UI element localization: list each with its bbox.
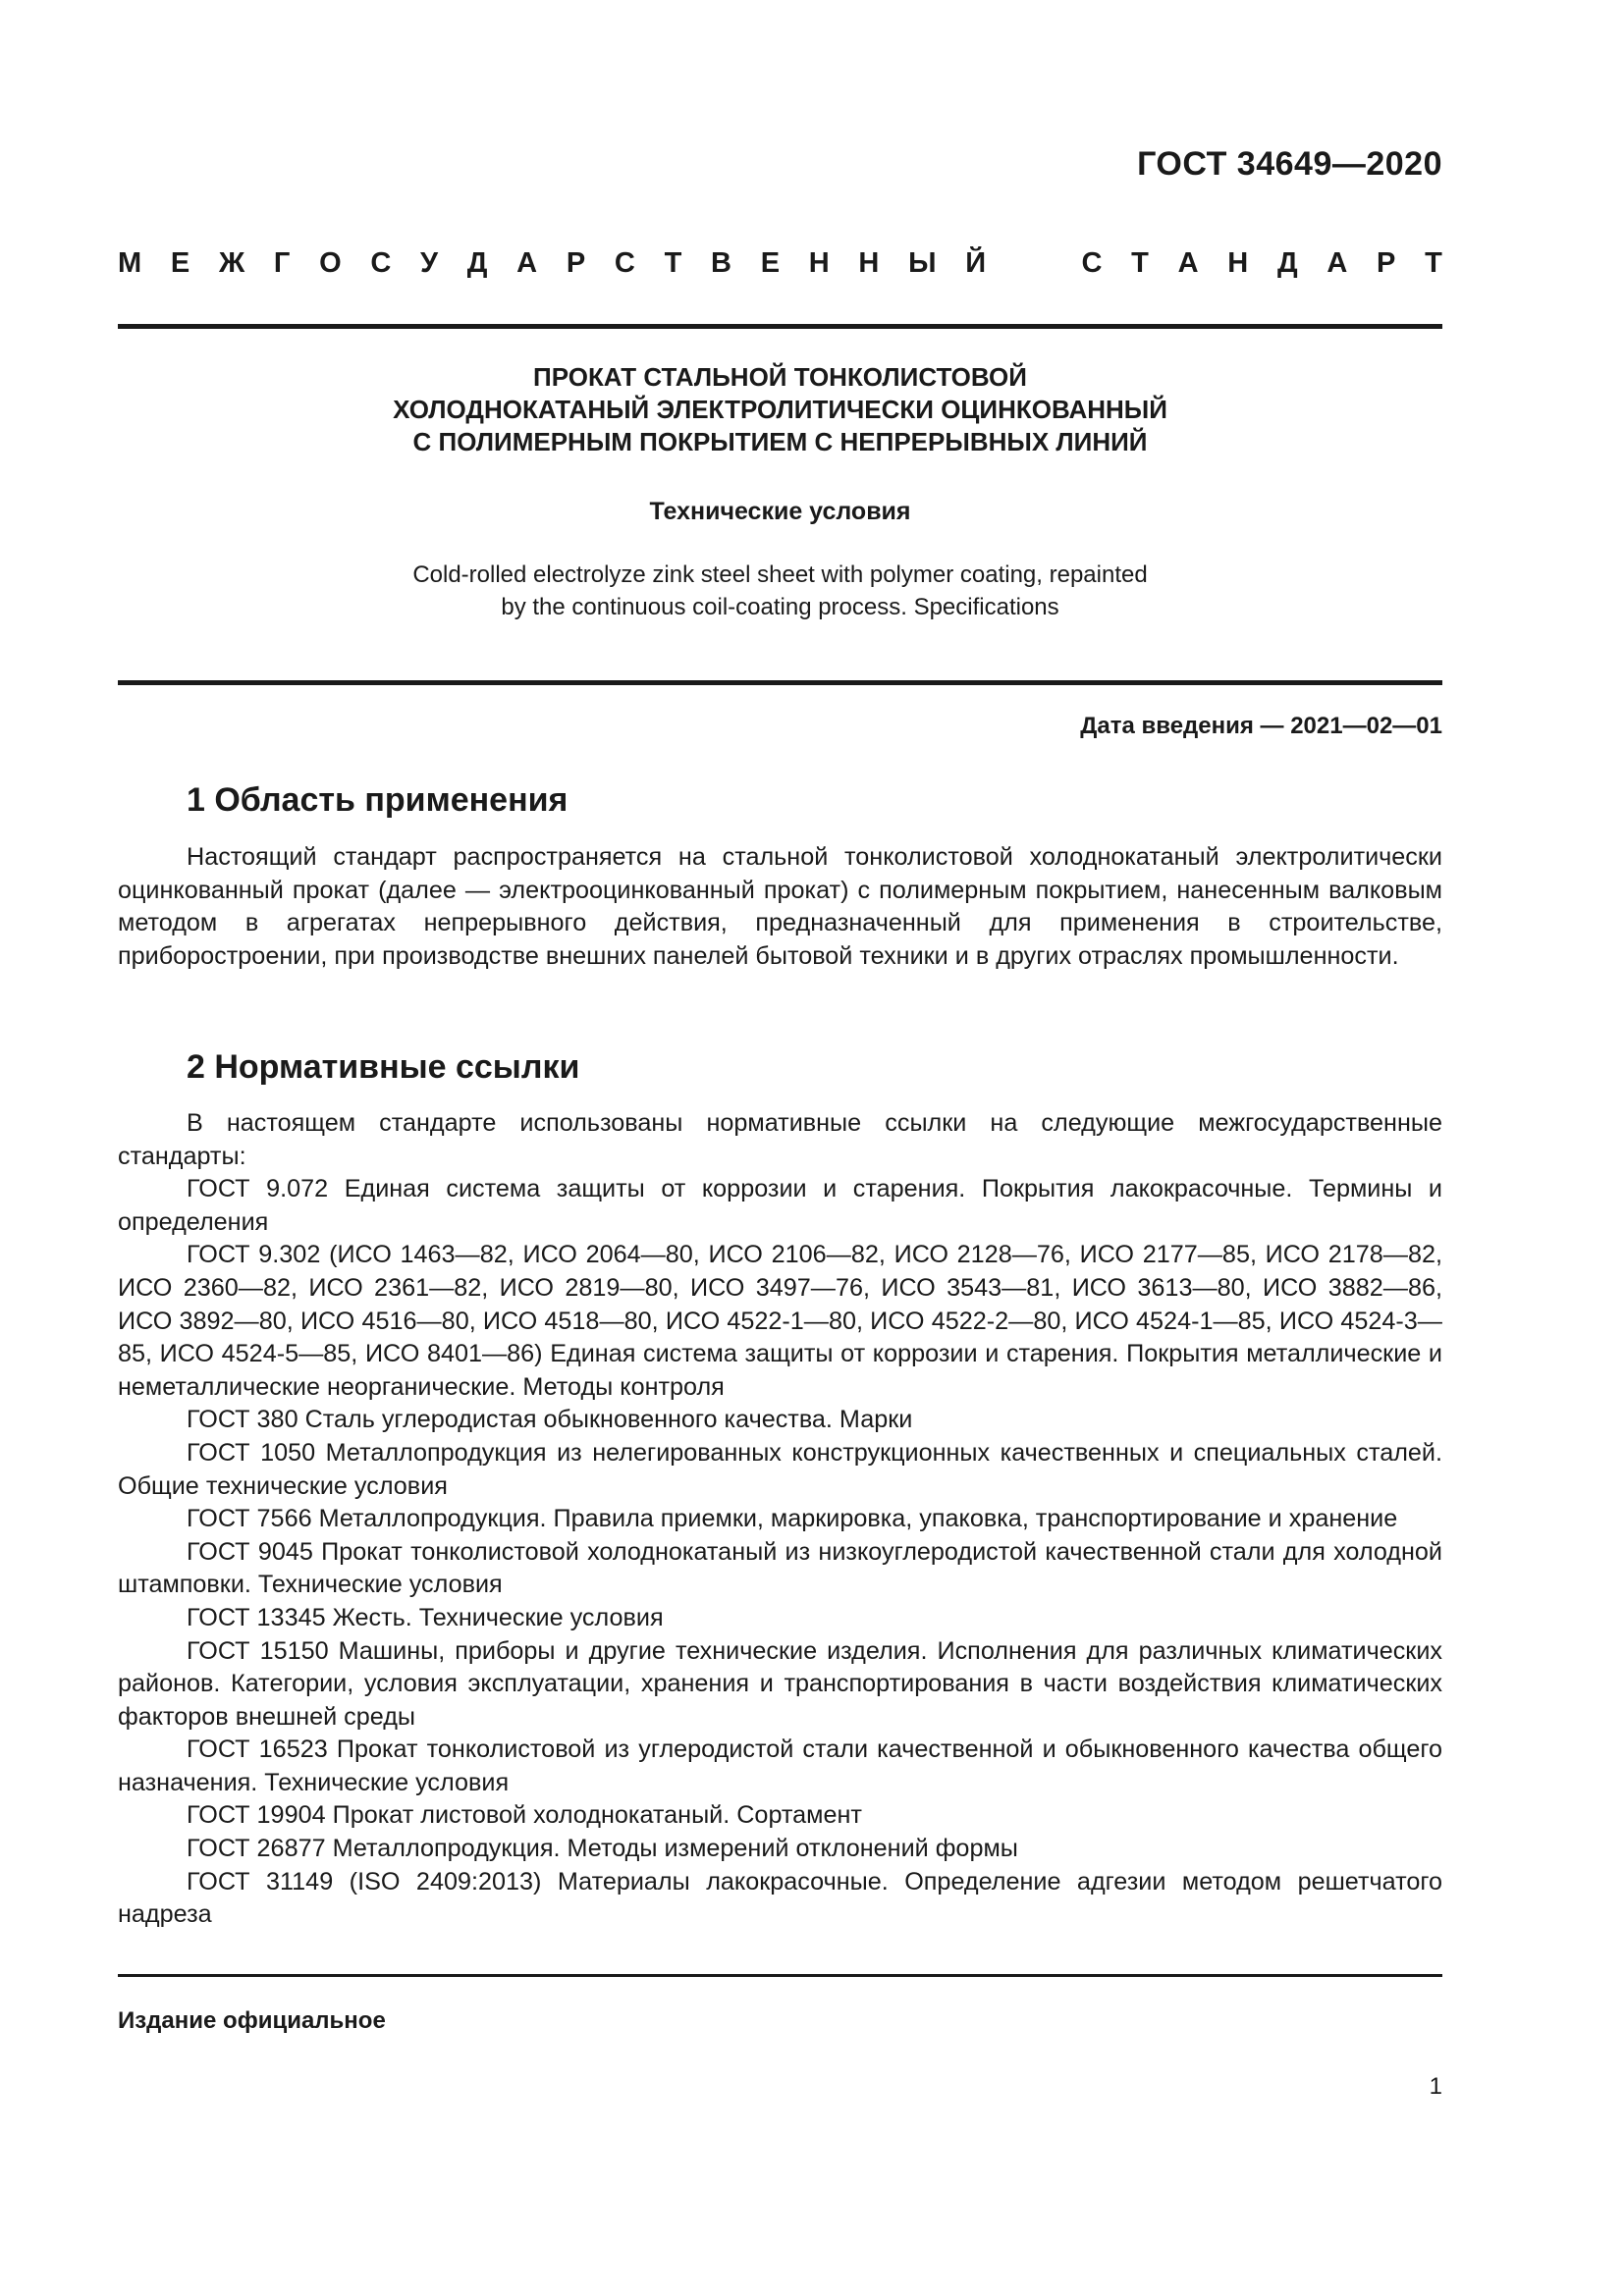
reference-item: ГОСТ 7566 Металлопродукция. Правила приемки, маркировка, упаковка, транспортирование и хранение [187,1505,1398,1533]
interstate-letter: А [516,247,538,279]
document-subtitle: Технические условия [649,498,911,525]
reference-item: ГОСТ 9.302 (ИСО 1463—82, ИСО 2064—80, ИСО 2106—82, ИСО 2128—76, ИСО 2177—85, ИСО 2178—82, ИСО 2360—82, ИСО 2361—82, ИСО 2819—80, ИСО 3497—76, ИСО 3543—81, ИСО 3613—80, ИСО 3882—86, ИСО 3892—80, ИСО 4516—80, ИСО 4518—80, ИСО 4522-1—80, ИСО 4522-2—80, ИСО 4524-1—85, ИСО 4524-3—85, ИСО 4524-5—85, ИСО 8401—86) Единая система защиты от коррозии и старения. Покрытия металлические и неметаллические неорганические. Методы контроля [118,1241,1442,1401]
interstate-letter: Н [808,247,830,279]
official-edition-label: Издание официальное [118,2007,386,2034]
interstate-letter: Р [1377,247,1396,279]
interstate-letter: Н [1227,247,1249,279]
reference-item: ГОСТ 16523 Прокат тонколистовой из углеродистой стали качественной и обыкновенного качества общего назначения. Технические условия [118,1735,1442,1796]
reference-item: ГОСТ 15150 Машины, приборы и другие технические изделия. Исполнения для различных климатических районов. Категории, условия эксплуатации, хранения и транспортирования в части воздействия климатических факторов внешней среды [118,1636,1442,1731]
reference-item: ГОСТ 1050 Металлопродукция из нелегированных конструкционных качественных и специальных сталей. Общие технические условия [118,1438,1442,1500]
reference-item: ГОСТ 380 Сталь углеродистая обыкновенного качества. Марки [187,1406,913,1434]
title-line: ХОЛОДНОКАТАНЫЙ ЭЛЕКТРОЛИТИЧЕСКИ ОЦИНКОВАННЫЙ [393,395,1167,424]
interstate-letter: В [711,247,731,279]
english-title-line: by the continuous coil-coating process. Specifications [501,594,1059,620]
interstate-letter: С [370,247,392,279]
title-divider [118,680,1442,685]
interstate-standard-heading [118,247,1442,280]
interstate-letter: Д [1276,247,1298,279]
footer-divider [118,1974,1442,1977]
interstate-letter: Ж [218,247,245,279]
section-2-body [118,1107,1442,1932]
english-title-line: Cold-rolled electrolyze zink steel sheet with polymer coating, repainted [412,561,1148,588]
paragraph: Настоящий стандарт распространяется на стальной тонколистовой холоднокатаный электролитически оцинкованный прокат (далее — электрооцинкованный прокат) с полимерным покрытием, нанесенным валковым методом в агрегатах непрерывного действия, предназначенный для применения в строительстве, приборостроении, при производстве внешних панелей бытовой техники и в других отраслях промышленности. [118,843,1442,970]
reference-item: ГОСТ 13345 Жесть. Технические условия [187,1603,664,1631]
interstate-letter: Т [1425,247,1442,279]
interstate-letter: А [1326,247,1348,279]
interstate-letter: Н [858,247,880,279]
interstate-letter: М [118,247,142,279]
reference-item: ГОСТ 31149 (ISO 2409:2013) Материалы лакокрасочные. Определение адгезии методом решетчатого надреза [118,1867,1442,1929]
document-title-block [118,361,1442,623]
interstate-letter: Т [1131,247,1149,279]
interstate-letter: Е [170,247,190,279]
reference-item: ГОСТ 26877 Металлопродукция. Методы измерений отклонений формы [187,1835,1018,1863]
section-2-heading: 2 Нормативные ссылки [187,1048,580,1086]
reference-item: ГОСТ 9.072 Единая система защиты от коррозии и старения. Покрытия лакокрасочные. Термины и определения [118,1175,1442,1236]
header-divider [118,324,1442,329]
reference-item: ГОСТ 19904 Прокат листовой холоднокатаный. Сортамент [187,1801,862,1830]
standard-number: ГОСТ 34649—2020 [1137,145,1442,183]
interstate-letter: А [1177,247,1199,279]
title-line: С ПОЛИМЕРНЫМ ПОКРЫТИЕМ С НЕПРЕРЫВНЫХ ЛИНИЙ [412,427,1148,456]
section-1-heading: 1 Область применения [187,781,568,819]
section-1-body [118,841,1442,973]
page-number: 1 [1429,2073,1442,2100]
interstate-letter: С [1081,247,1103,279]
interstate-letter: Ы [908,247,937,279]
interstate-letter: С [614,247,635,279]
english-title [118,559,1442,623]
interstate-letter: Р [566,247,586,279]
interstate-letter: Е [760,247,781,279]
word-gap [1015,247,1053,280]
introduction-date: Дата введения — 2021—02—01 [1080,713,1442,739]
interstate-letter: Г [273,247,291,279]
interstate-letter: Т [664,247,682,279]
interstate-letter: Й [965,247,987,279]
interstate-letter: Д [466,247,488,279]
reference-item: ГОСТ 9045 Прокат тонколистовой холоднокатаный из низкоуглеродистой качественной стали для холодной штамповки. Технические условия [118,1537,1442,1599]
paragraph: В настоящем стандарте использованы нормативные ссылки на следующие межгосударственные стандарты: [118,1109,1442,1170]
title-line: ПРОКАТ СТАЛЬНОЙ ТОНКОЛИСТОВОЙ [533,362,1027,392]
interstate-letter: О [319,247,342,279]
interstate-letter: У [420,247,439,279]
